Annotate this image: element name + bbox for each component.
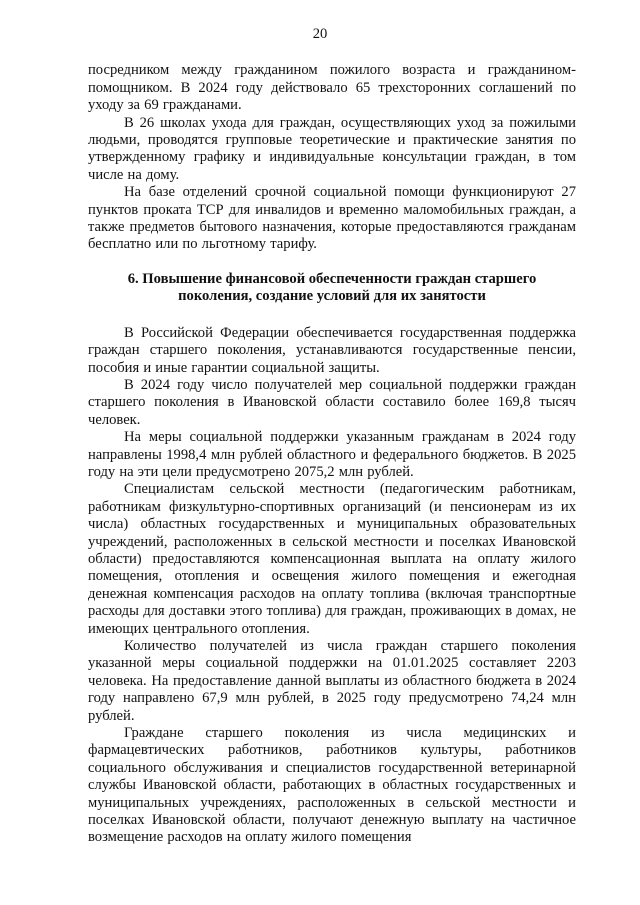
page-number: 20 [312,26,328,42]
paragraph: Количество получателей из числа граждан старшего поколения указанной меры социальной поддержки на 01.01.2025 составляет 2203 человека. На предоставление данной выплаты из областного бюджета в 2024 году направлено 67,9 млн рублей, в 2025 году предусмотрено 74,24 млн рублей. [88,638,576,724]
document-body [88,62,576,846]
paragraph: В 26 школах ухода для граждан, осуществляющих уход за пожилыми людьми, проводятся групповые теоретические и практические занятия по утвержденному графику и индивидуальные консультации граждан, в том числе на дому. [88,114,576,183]
paragraph: В Российской Федерации обеспечивается государственная поддержка граждан старшего поколения, устанавливаются государственные пенсии, пособия и иные гарантии социальной защиты. [88,324,576,376]
paragraph-continuation: посредником между гражданином пожилого возраста и гражданином-помощником. В 2024 году действовало 65 трехсторонних соглашений по уходу за 69 гражданами. [88,62,576,114]
paragraph: В 2024 году число получателей мер социальной поддержки граждан старшего поколения в Ивановской области составило более 169,8 тысяч человек. [88,376,576,428]
paragraph: На базе отделений срочной социальной помощи функционируют 27 пунктов проката ТСР для инвалидов и временно маломобильных граждан, а также предметов бытового назначения, которые предоставляются гражданам бесплатно или по льготному тарифу. [88,184,576,253]
paragraph: На меры социальной поддержки указанным гражданам в 2024 году направлены 1998,4 млн рублей областного и федерального бюджетов. В 2025 году на эти цели предусмотрено 2075,2 млн рублей. [88,429,576,480]
paragraph: Специалистам сельской местности (педагогическим работникам, работникам физкультурно-спортивных организаций (и пенсионерам из их числа) областных государственных и муниципальных образовательных учреждений, расположенных в сельской местности и поселках Ивановской области) предоставляются компенсационная выплата на оплату жилого помещения, отопления и освещения жилого помещения и ежегодная денежная компенсация расходов на оплату топлива (включая транспортные расходы для доставки этого топлива) для граждан, проживающих в домах, не имеющих центрального отопления. [88,481,576,637]
section-heading: 6. Повышение финансовой обеспеченности граждан старшего поколения, создание условий для их занятости [127,270,537,305]
paragraph: Граждане старшего поколения из числа медицинских и фармацевтических работников, работников культуры, работников социального обслуживания и специалистов государственной ветеринарной службы Ивановской области, работающих в областных государственных и муниципальных учреждениях, расположенных в сельской местности и поселках Ивановской области, получают денежную выплату на частичное возмещение расходов на оплату жилого помещения [88,725,576,846]
